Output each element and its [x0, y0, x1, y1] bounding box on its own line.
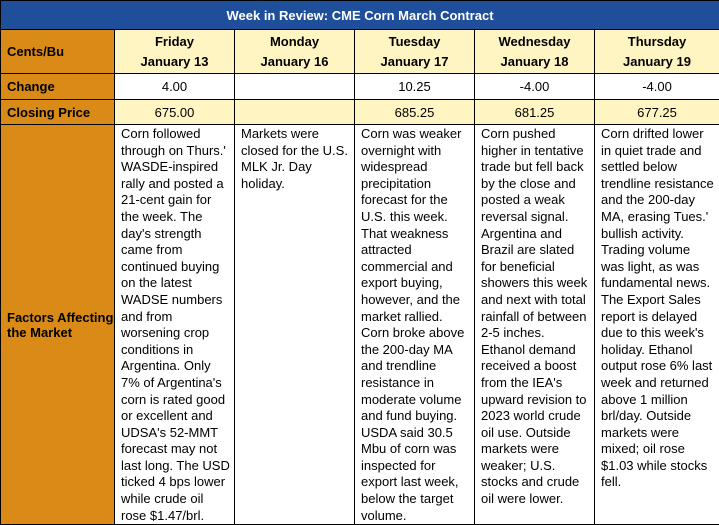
day-header-friday	[115, 30, 235, 74]
change-wednesday: -4.00	[475, 74, 595, 100]
close-friday: 675.00	[115, 100, 235, 125]
factors-tuesday: Corn was weaker overnight with widespread precipitation forecast for the U.S. this week. That weakness attracted commercial and export buying, however, and the market rallied. Corn broke above the 200-day MA and trendline resistance in moderate volume and fund buying. USDA said 30.5 Mbu of corn was inspected for export last week, below the target volume.	[355, 125, 475, 525]
factors-label: Factors Affecting the Market	[1, 125, 115, 525]
day-date: January 19	[595, 52, 719, 72]
day-date: January 18	[475, 52, 594, 72]
table-title: Week in Review: CME Corn March Contract	[1, 1, 719, 30]
change-friday: 4.00	[115, 74, 235, 100]
day-header-thursday	[595, 30, 719, 74]
close-thursday: 677.25	[595, 100, 719, 125]
close-monday	[235, 100, 355, 125]
day-name: Wednesday	[475, 32, 594, 52]
day-date: January 13	[115, 52, 234, 72]
close-wednesday: 681.25	[475, 100, 595, 125]
day-name: Thursday	[595, 32, 719, 52]
change-monday	[235, 74, 355, 100]
close-tuesday: 685.25	[355, 100, 475, 125]
change-label: Change	[1, 74, 115, 100]
day-name: Tuesday	[355, 32, 474, 52]
factors-wednesday: Corn pushed higher in tentative trade but fell back by the close and posted a weak reversal signal. Argentina and Brazil are slated for beneficial showers this week and next with total rainfall of between 2-5 inches. Ethanol demand received a boost from the IEA's upward revision to 2023 world crude oil use. Outside markets were weaker; U.S. stocks and crude oil were lower.	[475, 125, 595, 525]
factors-thursday: Corn drifted lower in quiet trade and settled below trendline resistance and the 200-day MA, erasing Tues.' bullish activity. Trading volume was light, as was fundamental news. The Export Sales report is delayed due to this week's holiday. Ethanol output rose 6% last week and returned above 1 million brl/day. Outside markets were mixed; oil rose $1.03 while stocks fell.	[595, 125, 719, 525]
change-thursday: -4.00	[595, 74, 719, 100]
day-name: Monday	[235, 32, 354, 52]
factors-friday: Corn followed through on Thurs.' WASDE-inspired rally and posted a 21-cent gain for the week. The day's strength came from continued buying on the latest WADSE numbers and from worsening crop conditions in Argentina. Only 7% of Argentina's corn is rated good or excellent and UDSA's 52-MMT forecast may not last long. The USD ticked 4 bps lower while crude oil rose $1.47/brl.	[115, 125, 235, 525]
day-date: January 16	[235, 52, 354, 72]
factors-monday: Markets were closed for the U.S. MLK Jr. Day holiday.	[235, 125, 355, 525]
day-header-wednesday	[475, 30, 595, 74]
day-header-monday	[235, 30, 355, 74]
change-tuesday: 10.25	[355, 74, 475, 100]
closing-price-label: Closing Price	[1, 100, 115, 125]
day-date: January 17	[355, 52, 474, 72]
day-header-tuesday	[355, 30, 475, 74]
day-name: Friday	[115, 32, 234, 52]
units-label: Cents/Bu	[1, 30, 115, 74]
